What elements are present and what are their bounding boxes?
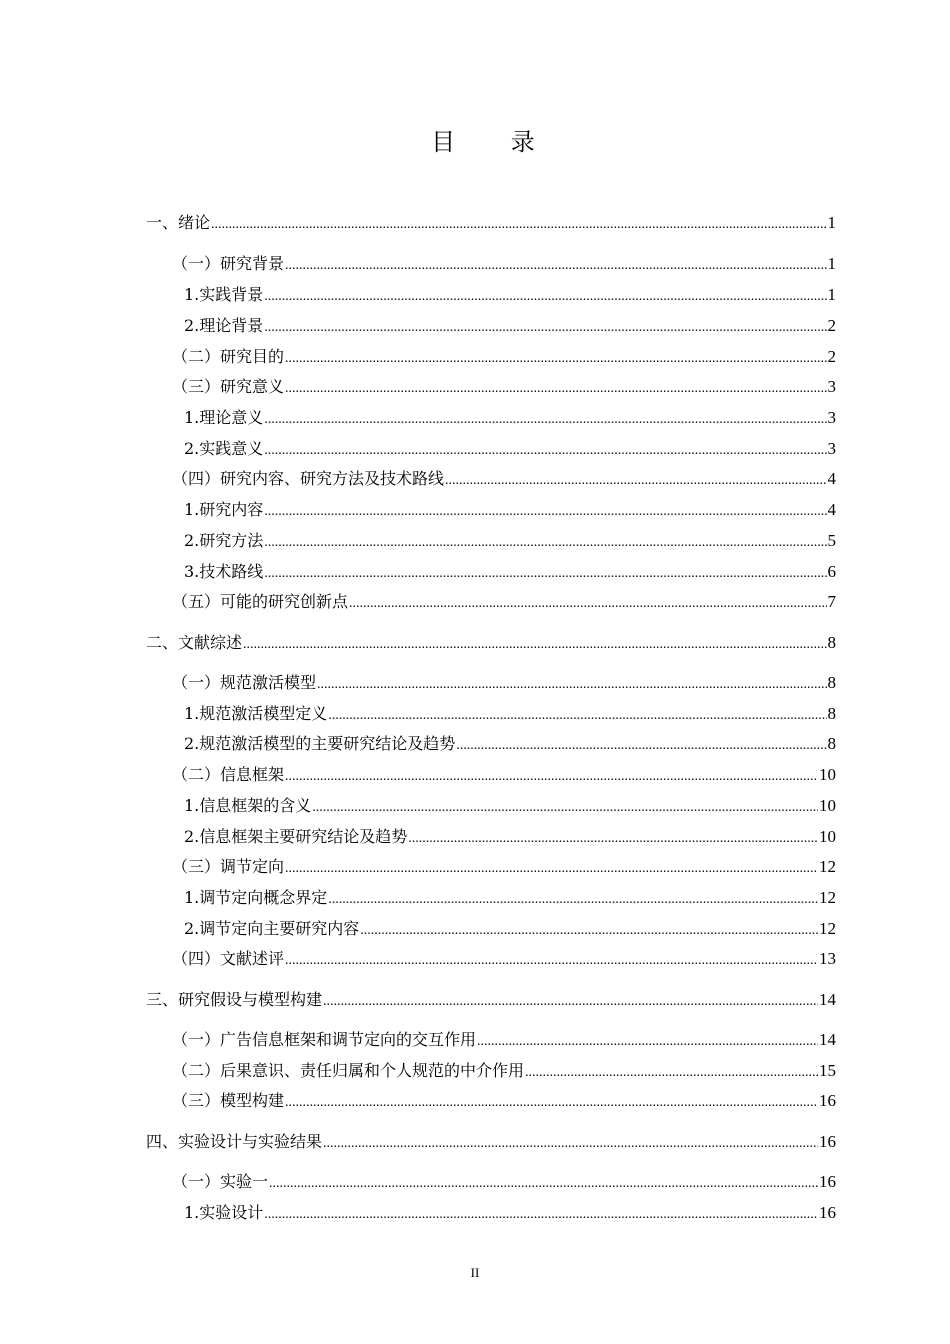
toc-entry[interactable]	[172, 856, 836, 878]
toc-page-number: 2	[827, 316, 836, 335]
toc-page-number: 3	[827, 439, 836, 458]
toc-entry[interactable]	[172, 591, 836, 613]
toc-label: （四）文献述评	[172, 949, 285, 968]
toc-entry[interactable]	[172, 468, 836, 490]
toc-dot-leader	[317, 674, 826, 696]
toc-dot-leader	[264, 563, 826, 585]
toc-page-number: 8	[827, 704, 836, 723]
toc-entry[interactable]	[184, 795, 836, 817]
toc-entry[interactable]	[184, 918, 836, 940]
toc-dot-leader	[264, 317, 826, 339]
toc-label: 1.调节定向概念界定	[184, 888, 328, 907]
toc-page-number: 3	[827, 377, 836, 396]
toc-page-number: 3	[827, 408, 836, 427]
toc-entry[interactable]	[172, 1029, 836, 1051]
toc-dot-leader	[456, 735, 826, 757]
toc-label: （一）研究背景	[172, 254, 285, 273]
toc-label: （一）规范激活模型	[172, 673, 317, 692]
toc-page-number: 4	[827, 500, 836, 519]
toc-page-number: 1	[827, 254, 836, 273]
toc-dot-leader	[243, 634, 826, 656]
toc-entry-chapter-2[interactable]	[146, 632, 836, 654]
toc-dot-leader	[264, 1204, 818, 1226]
toc-page-number: 13	[819, 949, 836, 968]
toc-entry[interactable]	[184, 887, 836, 909]
toc-page-number: 10	[819, 765, 836, 784]
toc-dot-leader	[264, 440, 826, 462]
toc-entry[interactable]	[172, 1060, 836, 1082]
toc-dot-leader	[285, 378, 826, 400]
toc-dot-leader	[264, 501, 826, 523]
toc-page-number: 1	[827, 213, 836, 232]
toc-page-number: 10	[819, 827, 836, 846]
toc-dot-leader	[323, 991, 818, 1013]
toc-dot-leader	[264, 409, 826, 431]
toc-dot-leader	[408, 828, 818, 850]
toc-dot-leader	[285, 858, 818, 880]
toc-page-number: 8	[827, 734, 836, 753]
toc-page-number: 14	[819, 990, 836, 1009]
toc-label: （二）后果意识、责任归属和个人规范的中介作用	[172, 1061, 525, 1080]
toc-entry[interactable]	[172, 346, 836, 368]
toc-label: 二、文献综述	[146, 633, 243, 652]
toc-label: （一）广告信息框架和调节定向的交互作用	[172, 1030, 477, 1049]
toc-entry[interactable]	[172, 1171, 836, 1193]
toc-dot-leader	[525, 1062, 818, 1084]
toc-entry[interactable]	[172, 376, 836, 398]
toc-entry[interactable]	[184, 530, 836, 552]
toc-entry[interactable]	[184, 315, 836, 337]
toc-label: 2.研究方法	[184, 531, 264, 550]
toc-label: 三、研究假设与模型构建	[146, 990, 323, 1009]
toc-page-number: 10	[819, 796, 836, 815]
toc-label: （三）研究意义	[172, 377, 285, 396]
toc-entry[interactable]	[184, 499, 836, 521]
toc-page-number: 16	[819, 1132, 836, 1151]
toc-page-number: 2	[827, 347, 836, 366]
toc-page-number: 14	[819, 1030, 836, 1049]
toc-entry[interactable]	[184, 703, 836, 725]
toc-dot-leader	[477, 1031, 818, 1053]
toc-entry[interactable]	[184, 438, 836, 460]
toc-page-number: 16	[819, 1203, 836, 1222]
toc-page-number: 1	[827, 285, 836, 304]
toc-entry-chapter-4[interactable]	[146, 1131, 836, 1153]
toc-label: （四）研究内容、研究方法及技术路线	[172, 469, 445, 488]
toc-page-number: 7	[827, 592, 836, 611]
toc-entry[interactable]	[184, 1202, 836, 1224]
toc-dot-leader	[328, 705, 826, 727]
toc-entry[interactable]	[172, 253, 836, 275]
toc-entry[interactable]	[184, 826, 836, 848]
toc-entry[interactable]	[184, 561, 836, 583]
toc-dot-leader	[264, 286, 826, 308]
toc-label: 2.信息框架主要研究结论及趋势	[184, 827, 408, 846]
toc-dot-leader	[285, 1092, 818, 1114]
toc-dot-leader	[285, 766, 818, 788]
toc-label: 2.调节定向主要研究内容	[184, 919, 360, 938]
toc-label: （三）调节定向	[172, 857, 285, 876]
toc-entry-chapter-3[interactable]	[146, 989, 836, 1011]
toc-page-number: 12	[819, 919, 836, 938]
toc-page-number: 16	[819, 1172, 836, 1191]
toc-dot-leader	[269, 1173, 818, 1195]
toc-page-number: 8	[827, 633, 836, 652]
toc-entry[interactable]	[172, 764, 836, 786]
toc-label: 3.技术路线	[184, 562, 264, 581]
toc-label: 2.理论背景	[184, 316, 264, 335]
toc-label: 1.实验设计	[184, 1203, 264, 1222]
toc-label: 四、实验设计与实验结果	[146, 1132, 323, 1151]
page-title: 目 录	[431, 128, 559, 156]
toc-dot-leader	[445, 470, 826, 492]
toc-label: （一）实验一	[172, 1172, 269, 1191]
toc-page-number: 12	[819, 888, 836, 907]
toc-entry[interactable]	[184, 284, 836, 306]
toc-page-number: 15	[819, 1061, 836, 1080]
toc-dot-leader	[312, 797, 818, 819]
toc-page-number: 16	[819, 1091, 836, 1110]
toc-label: （二）信息框架	[172, 765, 285, 784]
toc-label: （五）可能的研究创新点	[172, 592, 349, 611]
toc-label: 1.研究内容	[184, 500, 264, 519]
toc-entry[interactable]	[172, 948, 836, 970]
toc-entry-chapter-1[interactable]	[146, 212, 836, 234]
toc-entry[interactable]	[184, 407, 836, 429]
toc-entry[interactable]	[184, 733, 836, 755]
toc-page-number: 6	[827, 562, 836, 581]
toc-label: 1.规范激活模型定义	[184, 704, 328, 723]
toc-dot-leader	[360, 920, 818, 942]
toc-page-number: 5	[827, 531, 836, 550]
toc-label: 2.规范激活模型的主要研究结论及趋势	[184, 734, 456, 753]
toc-dot-leader	[285, 348, 826, 370]
toc-dot-leader	[349, 593, 826, 615]
toc-label: 1.理论意义	[184, 408, 264, 427]
toc-page-number: 8	[827, 673, 836, 692]
toc-entry[interactable]	[172, 672, 836, 694]
page-number-footer: II	[470, 1265, 480, 1280]
toc-label: 1.信息框架的含义	[184, 796, 312, 815]
toc-page-number: 4	[827, 469, 836, 488]
toc-label: （二）研究目的	[172, 347, 285, 366]
toc-dot-leader	[285, 255, 826, 277]
toc-dot-leader	[285, 950, 818, 972]
toc-dot-leader	[323, 1133, 818, 1155]
toc-label: （三）模型构建	[172, 1091, 285, 1110]
toc-label: 2.实践意义	[184, 439, 264, 458]
toc-label: 1.实践背景	[184, 285, 264, 304]
toc-entry[interactable]	[172, 1090, 836, 1112]
toc-dot-leader	[211, 214, 826, 236]
toc-dot-leader	[328, 889, 818, 911]
toc-label: 一、绪论	[146, 213, 211, 232]
toc-dot-leader	[264, 532, 826, 554]
toc-page-number: 12	[819, 857, 836, 876]
